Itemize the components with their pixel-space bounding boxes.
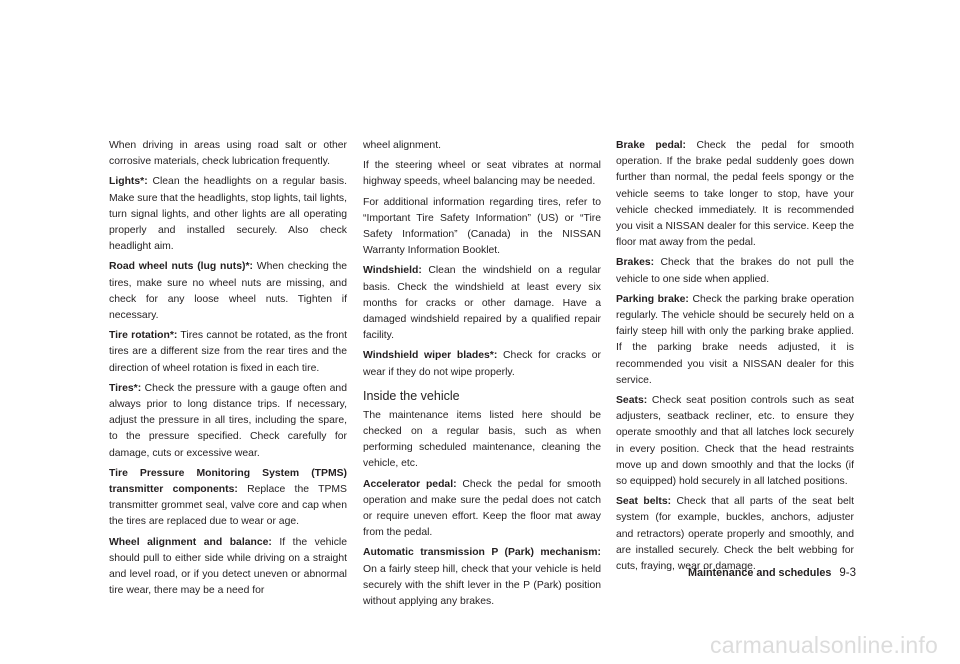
item-label: Windshield wiper blades*: bbox=[363, 350, 498, 362]
text-column-2 bbox=[363, 138, 601, 614]
paragraph bbox=[363, 408, 601, 473]
paragraph-text: Check for cracks or wear if they do not wipe properly. bbox=[363, 350, 602, 378]
paragraph-text: The maintenance items listed here should be checked on a regular basis, such as when performing scheduled maintenance, cleaning the vehicle, etc. bbox=[363, 409, 601, 470]
item-label: Tire Pressure Monitoring System (TPMS) transmitter components: bbox=[109, 467, 347, 496]
paragraph-text: Clean the windshield on a regular basis. Check the windshield at least every six months for cracks or other damage. Have a damaged windshield repaired by a qualified repair facility. bbox=[363, 265, 601, 342]
page-footer bbox=[676, 566, 856, 580]
paragraph bbox=[616, 255, 854, 287]
paragraph-text: Tires cannot be rotated, as the front tires are a different size from the rear tires and the direction of wheel rotation is fixed in each tire. bbox=[109, 330, 347, 374]
paragraph-text: If the vehicle should pull to either side while driving on a straight and level road, or if you detect uneven or abnormal tire wear, there may be a need for bbox=[109, 536, 347, 597]
text-column-1 bbox=[109, 138, 347, 603]
paragraph-text: Check the pedal for smooth operation. If the brake pedal suddenly goes down further than normal, the pedal feels spongy or the vehicle seems to take longer to stop, have your vehicle checked immediately. It is recommended you visit a NISSAN dealer for this service. Keep the floor mat away from the pedal. bbox=[616, 140, 854, 249]
paragraph-text: Check that all parts of the seat belt system (for example, buckles, anchors, adjuster and retractors) operate properly and smoothly, and are installed securely. Check the belt webbing for cuts, fraying, wear or damage. bbox=[616, 496, 855, 573]
paragraph-text: Replace the TPMS transmitter grommet seal, valve core and cap when the tires are replaced due to wear or age. bbox=[109, 484, 347, 528]
paragraph-text: When checking the tires, make sure no wheel nuts are missing, and check for any loose wheel nuts. Tighten if necessary. bbox=[109, 261, 347, 322]
paragraph-text: For additional information regarding tires, refer to “Important Tire Safety Information” (US) or “Tire Safety Information” (Canada) in the NISSAN Warranty Information Booklet. bbox=[363, 196, 601, 257]
paragraph-text: If the steering wheel or seat vibrates at normal highway speeds, wheel balancing may be needed. bbox=[363, 160, 601, 188]
page-number: 9-3 bbox=[839, 567, 856, 579]
paragraph bbox=[363, 138, 601, 154]
paragraph-text: Check the parking brake operation regularly. The vehicle should be securely held on a fairly steep hill with only the parking brake applied. If the parking brake needs adjusted, it is recommended you visit a NISSAN dealer for this service. bbox=[616, 293, 855, 386]
paragraph bbox=[109, 259, 347, 324]
paragraph bbox=[109, 174, 347, 255]
text-column-3 bbox=[616, 138, 854, 579]
paragraph-text: Check seat position controls such as seat adjusters, seatback recliner, etc. to ensure they operate smoothly and that all latches lock securely in every position. Check that the head restraints move up and down smoothly and that the locks (if so equipped) hold securely in all latched positions. bbox=[616, 395, 855, 488]
paragraph-text: wheel alignment. bbox=[363, 140, 441, 151]
item-label: Tire rotation*: bbox=[109, 330, 178, 342]
paragraph-text: On a fairly steep hill, check that your vehicle is held securely with the shift lever in the P (Park) position without applying any brakes. bbox=[363, 563, 601, 608]
paragraph bbox=[109, 138, 347, 170]
item-label: Seats: bbox=[616, 395, 648, 407]
footer-section-title: Maintenance and schedules bbox=[687, 567, 832, 579]
paragraph bbox=[363, 195, 601, 260]
paragraph bbox=[363, 477, 601, 542]
item-label: Lights*: bbox=[109, 176, 148, 188]
paragraph-text: Check the pressure with a gauge often and always prior to long distance trips. If necessary, adjust the pressure in all tires, including the spare, to the pressure specified. Check carefully for damage, cuts or excessive wear. bbox=[109, 382, 347, 459]
paragraph bbox=[616, 292, 854, 389]
paragraph bbox=[109, 381, 347, 462]
paragraph bbox=[109, 466, 347, 531]
watermark: carmanualsonline.info bbox=[710, 632, 938, 658]
item-label: Seat belts: bbox=[616, 496, 672, 508]
paragraph bbox=[363, 158, 601, 190]
item-label: Parking brake: bbox=[616, 293, 689, 305]
paragraph-text: When driving in areas using road salt or other corrosive materials, check lubrication frequently. bbox=[109, 140, 347, 168]
paragraph-text: Check the pedal for smooth operation and make sure the pedal does not catch or require uneven effort. Keep the floor mat away from the pedal. bbox=[363, 478, 601, 539]
paragraph-text: Check that the brakes do not pull the vehicle to one side when applied. bbox=[616, 257, 854, 285]
item-label: Brakes: bbox=[616, 257, 655, 269]
paragraph bbox=[616, 138, 854, 251]
paragraph bbox=[363, 545, 601, 610]
paragraph bbox=[109, 328, 347, 377]
paragraph bbox=[363, 348, 601, 380]
paragraph bbox=[616, 494, 854, 575]
item-label: Automatic transmission P (Park) mechanism: bbox=[363, 547, 601, 559]
item-label: Wheel alignment and balance: bbox=[109, 536, 272, 548]
paragraph bbox=[363, 263, 601, 344]
item-label: Road wheel nuts (lug nuts)*: bbox=[109, 261, 253, 273]
paragraph bbox=[109, 535, 347, 600]
item-label: Tires*: bbox=[109, 382, 142, 394]
paragraph-text: Clean the headlights on a regular basis. Make sure that the headlights, stop lights, tail lights, turn signal lights, and other lights are all operating properly and installed securely. Also check headlight aim. bbox=[109, 176, 347, 253]
item-label: Brake pedal: bbox=[616, 140, 686, 151]
item-label: Windshield: bbox=[363, 265, 422, 277]
item-label: Accelerator pedal: bbox=[363, 478, 457, 490]
paragraph bbox=[616, 393, 854, 490]
section-heading: Inside the vehicle bbox=[363, 388, 460, 403]
